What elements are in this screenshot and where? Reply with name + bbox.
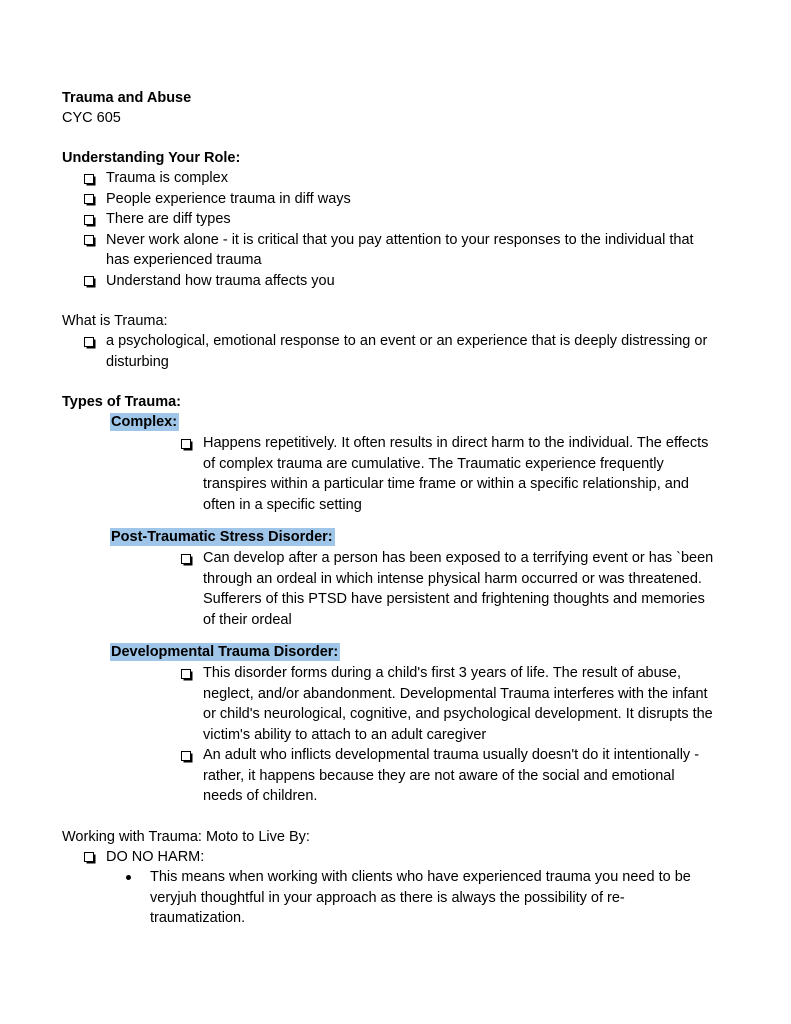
list-understanding-your-role	[62, 168, 715, 291]
square-bullet-icon	[181, 745, 194, 765]
square-bullet-icon	[84, 189, 97, 209]
square-bullet-icon	[84, 230, 97, 250]
section-heading-understanding-your-role: Understanding Your Role:	[62, 150, 241, 166]
list-item	[62, 745, 715, 807]
list-do-no-harm-detail	[62, 867, 715, 929]
list-item	[62, 168, 715, 189]
square-bullet-icon	[84, 331, 97, 351]
list-item	[62, 331, 715, 372]
list-item	[62, 847, 715, 868]
list-ptsd	[62, 548, 715, 630]
list-item-text: Never work alone - it is critical that you pay attention to your responses to the individual that has experienced trauma	[106, 231, 694, 268]
list-item-text: Happens repetitively. It often results in direct harm to the individual. The effects of complex trauma are cumulative. The Traumatic experience frequently transpires within a particular time frame or within a specific relationship, and often in a specific setting	[203, 435, 709, 513]
square-bullet-icon	[181, 663, 194, 683]
list-item	[62, 189, 715, 210]
spacer	[62, 128, 715, 148]
subsection-label-dtd: Developmental Trauma Disorder:	[111, 644, 339, 660]
list-what-is-trauma	[62, 331, 715, 372]
list-item	[62, 663, 715, 745]
square-bullet-icon	[84, 168, 97, 188]
list-item-text: DO NO HARM:	[106, 848, 205, 865]
section-heading-working-with-trauma: Working with Trauma: Moto to Live By:	[62, 828, 310, 845]
subsection-label-complex: Complex:	[111, 414, 178, 430]
section-heading-types-of-trauma: Types of Trauma:	[62, 394, 181, 410]
document-title: Trauma and Abuse	[62, 90, 192, 106]
list-item-text: a psychological, emotional response to an event or an experience that is deeply distressing or disturbing	[106, 333, 708, 370]
square-bullet-icon	[84, 271, 97, 291]
spacer	[62, 372, 715, 392]
round-bullet-icon	[126, 867, 136, 887]
list-item-text: An adult who inflicts developmental trauma usually doesn't do it intentionally - rather, it happens because they are not aware of the social and emotional needs of children.	[203, 747, 700, 804]
subsection-label-dtd-row	[62, 642, 715, 663]
list-item-text: Trauma is complex	[106, 170, 228, 186]
section-heading-what-is-trauma: What is Trauma:	[62, 313, 168, 329]
spacer	[62, 630, 715, 642]
list-item	[62, 230, 715, 271]
course-code: CYC 605	[62, 110, 121, 126]
spacer	[62, 807, 715, 827]
spacer	[62, 291, 715, 311]
list-item-text: Can develop after a person has been exposed to a terrifying event or has `been through an ordeal in which intense physical harm occurred or was threatened. Sufferers of this PTSD have persistent and frightening thoughts and memories of their ordeal	[203, 550, 714, 628]
square-bullet-icon	[181, 433, 194, 453]
list-item	[62, 867, 715, 929]
list-item	[62, 433, 715, 515]
square-bullet-icon	[84, 847, 97, 867]
square-bullet-icon	[84, 209, 97, 229]
list-item	[62, 209, 715, 230]
list-item	[62, 271, 715, 292]
list-working-with-trauma	[62, 847, 715, 868]
square-bullet-icon	[181, 548, 194, 568]
subsection-label-ptsd-row	[62, 527, 715, 548]
list-item-text: There are diff types	[106, 211, 231, 227]
list-item-text: This disorder forms during a child's first 3 years of life. The result of abuse, neglect, and/or abandonment. Developmental Trauma interferes with the infant or child's neurological, cognitive, and psychological development. It disrupts the victim's ability to attach to an adult caregiver	[203, 665, 713, 743]
subsection-label-ptsd: Post-Traumatic Stress Disorder:	[111, 529, 333, 545]
spacer	[62, 515, 715, 527]
list-dtd	[62, 663, 715, 807]
list-item-text: This means when working with clients who have experienced trauma you need to be veryjuh thoughtful in your approach as there is always the possibility of re-traumatization.	[150, 869, 691, 926]
list-item-text: Understand how trauma affects you	[106, 272, 335, 289]
subsection-label-complex-row	[62, 412, 715, 433]
list-item	[62, 548, 715, 630]
list-complex	[62, 433, 715, 515]
list-item-text: People experience trauma in diff ways	[106, 190, 351, 207]
